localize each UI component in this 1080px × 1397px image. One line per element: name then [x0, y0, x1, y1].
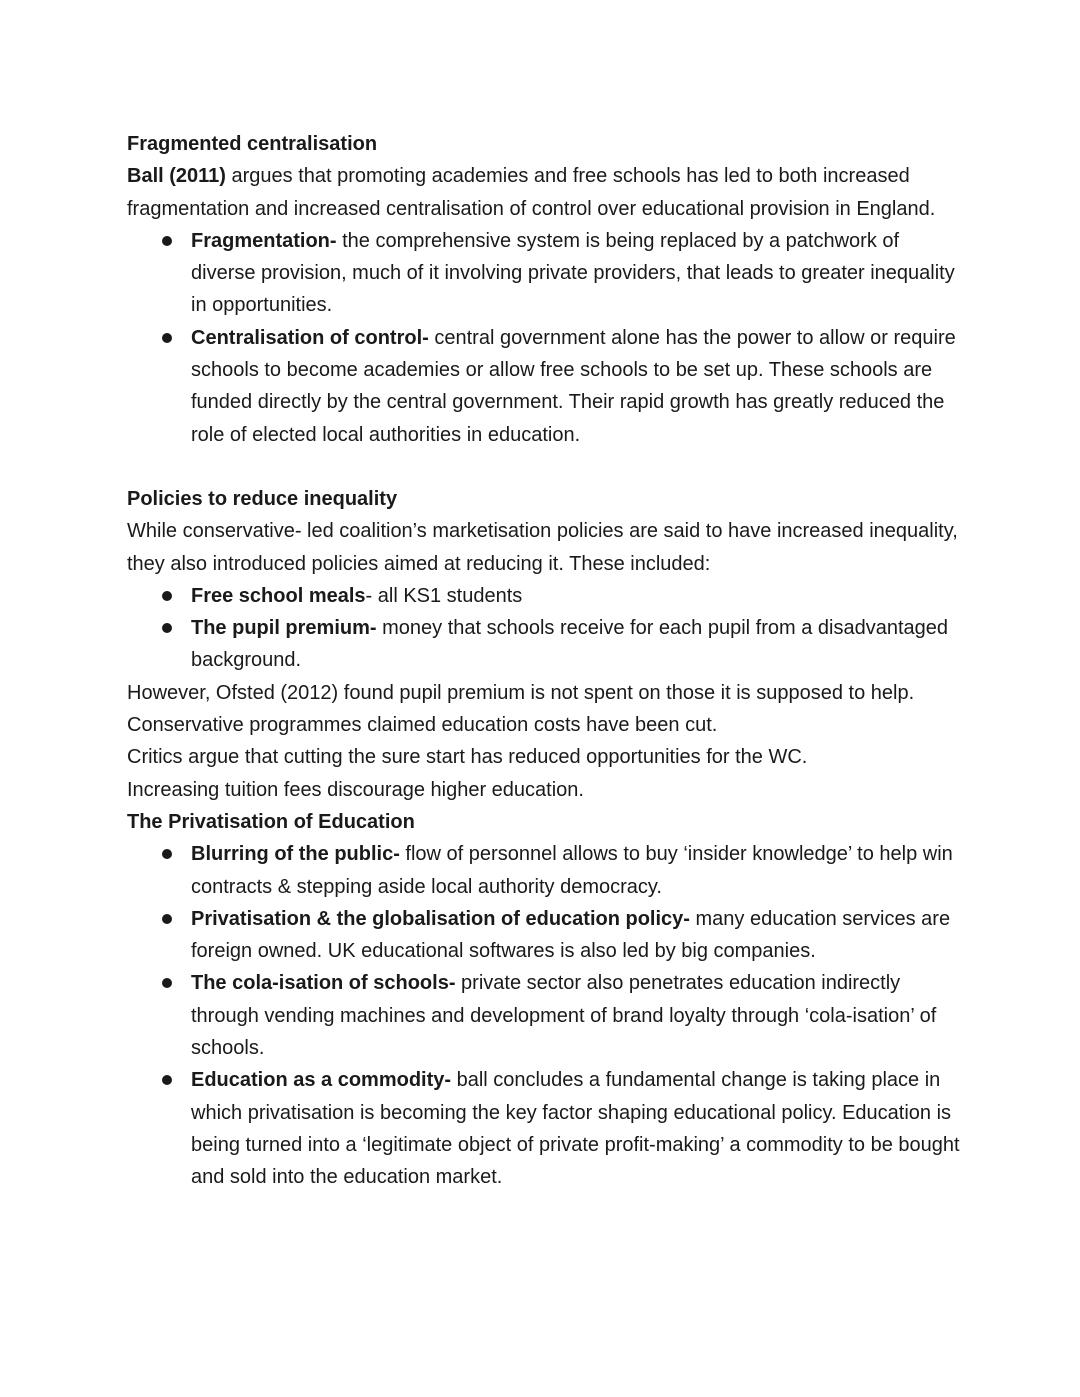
intro-text: argues that promoting academies and free schools has led to both increased fragmentation and increased centralisation of control over educational provision in England. — [127, 165, 936, 220]
body-line: However, Ofsted (2012) found pupil premium is not spent on those it is supposed to help. — [127, 681, 915, 704]
bullet-term: Privatisation & the globalisation of education policy- — [191, 907, 690, 930]
bullet-term: Centralisation of control- — [191, 326, 429, 349]
section-intro-paragraph — [127, 160, 960, 225]
bullet-term: Blurring of the public- — [191, 843, 400, 866]
section-heading-privatisation: The Privatisation of Education — [127, 810, 415, 833]
list-item — [191, 967, 960, 1064]
bullet-text: many education services are foreign owned. UK educational softwares is also led by big companies. — [191, 907, 951, 963]
bullet-text: the comprehensive system is being replaced by a patchwork of diverse provision, much of it involving private providers, that leads to greater inequality in opportunities. — [191, 229, 955, 317]
bullet-text: flow of personnel allows to buy ‘insider knowledge’ to help win contracts & stepping aside local authority democracy. — [191, 843, 953, 898]
bullet-icon — [162, 914, 172, 924]
list-item — [191, 612, 960, 677]
citation-bold: Ball (2011) — [127, 165, 226, 188]
bullet-term: Education as a commodity- — [191, 1069, 452, 1092]
bullet-text: central government alone has the power to allow or require schools to become academies or allow free schools to be set up. These schools are funded directly by the central government. Their rapid growth has greatly reduced the role of elected local authorities in education. — [191, 326, 956, 446]
bullet-icon — [162, 1075, 172, 1085]
bullet-icon — [162, 978, 172, 988]
bullet-icon — [162, 591, 172, 601]
bullet-icon — [162, 236, 172, 246]
list-item — [191, 1064, 960, 1193]
list-item — [191, 903, 960, 968]
list-item — [191, 322, 960, 451]
body-line: Conservative programmes claimed education costs have been cut. — [127, 714, 718, 737]
list-item — [191, 225, 960, 322]
section-intro-paragraph: While conservative- led coalition’s marketisation policies are said to have increased inequality, they also introduced policies aimed at reducing it. These included: — [127, 520, 958, 575]
bullet-icon — [162, 623, 172, 633]
bullet-text: money that schools receive for each pupil from a disadvantaged background. — [191, 617, 948, 672]
section-heading-policies-inequality: Policies to reduce inequality — [127, 487, 398, 510]
bullet-term: The cola-isation of schools- — [191, 972, 456, 995]
body-line: Increasing tuition fees discourage higher education. — [127, 778, 584, 801]
bullet-term: Free school meals — [191, 584, 366, 607]
section-heading-fragmented-centralisation: Fragmented centralisation — [127, 133, 378, 155]
bullet-term: Fragmentation- — [191, 229, 337, 252]
list-item — [191, 838, 960, 903]
bullet-list-fragmentation — [127, 225, 960, 451]
bullet-icon — [162, 849, 172, 859]
list-item — [191, 580, 960, 612]
bullet-list-privatisation — [127, 838, 960, 1193]
bullet-term: The pupil premium- — [191, 617, 377, 640]
bullet-icon — [162, 333, 172, 343]
body-line: Critics argue that cutting the sure start has reduced opportunities for the WC. — [127, 746, 808, 769]
bullet-text: - all KS1 students — [365, 584, 523, 607]
bullet-text: private sector also penetrates education indirectly through vending machines and development of brand loyalty through ‘cola-isation’ of schools. — [191, 972, 937, 1060]
section-spacer — [127, 451, 960, 483]
bullet-list-policies — [127, 580, 960, 677]
bullet-text: ball concludes a fundamental change is taking place in which privatisation is becoming the key factor shaping educational policy. Education is being turned into a ‘legitimate object of private profit-making’ a commodity to be bought and sold into the education market. — [191, 1069, 960, 1189]
